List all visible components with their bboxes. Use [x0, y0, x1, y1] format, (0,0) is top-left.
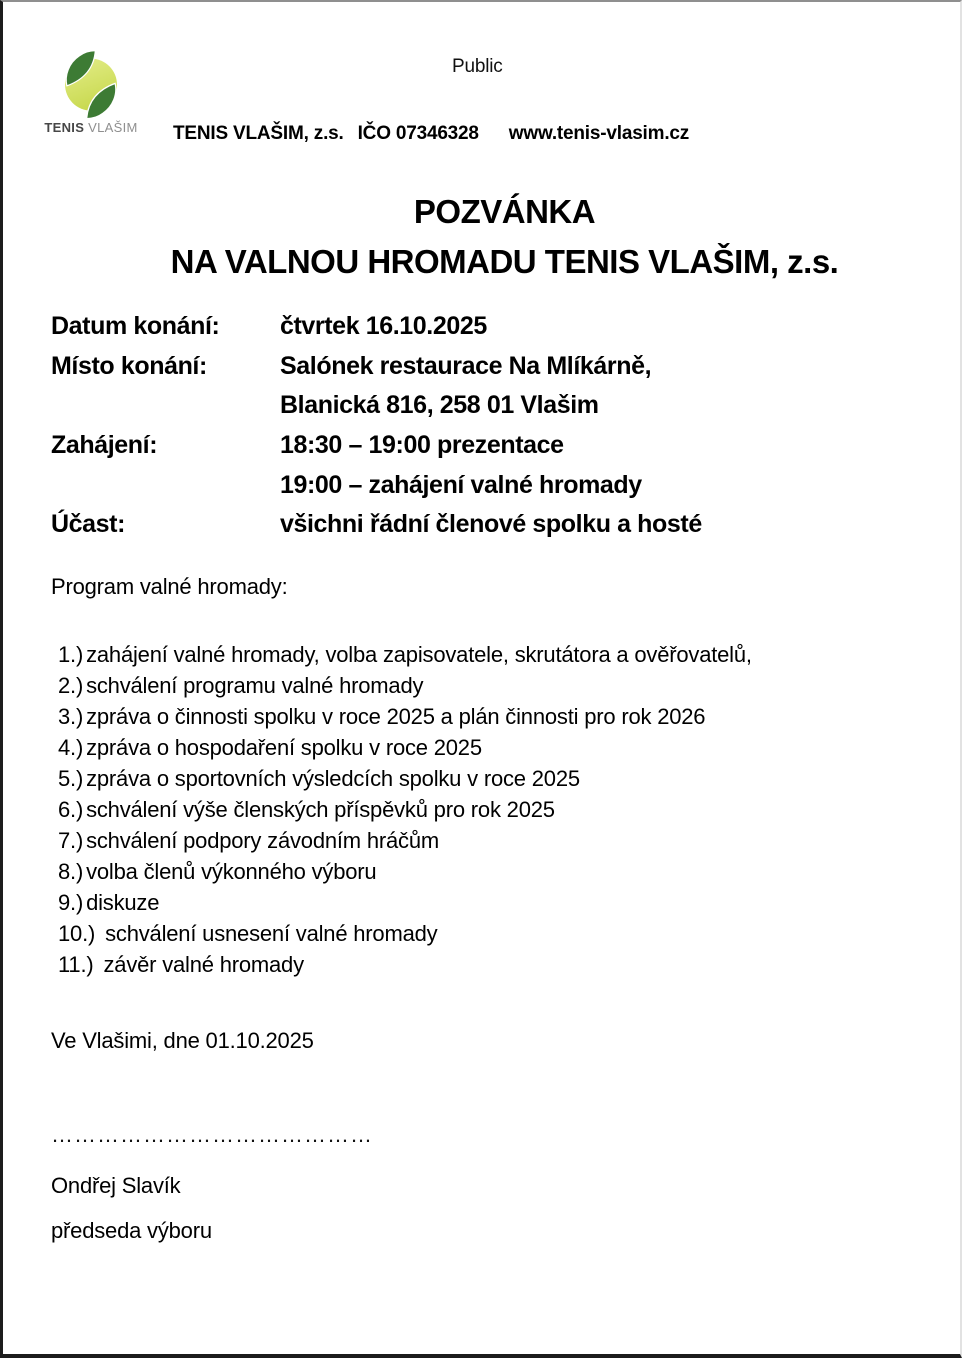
detail-row-attendance — [51, 505, 931, 545]
signer-name: Ondřej Slavík — [51, 1173, 181, 1198]
program-item-4 — [58, 732, 938, 763]
tennis-ball-leaf-icon — [60, 50, 122, 118]
signature-dotted-line: …………………………………… — [51, 1122, 373, 1147]
item-number: 4.) — [58, 735, 84, 760]
program-item-8 — [58, 856, 938, 887]
title-line-1: POZVÁNKA — [413, 193, 596, 230]
item-number: 2.) — [58, 673, 84, 698]
program-item-11 — [58, 949, 938, 980]
detail-value: 18:30 – 19:00 prezentace — [280, 431, 564, 460]
item-number: 6.) — [58, 797, 84, 822]
program-item-10 — [58, 918, 938, 949]
detail-row-start — [51, 426, 931, 466]
detail-label: Datum konání: — [51, 312, 220, 341]
program-item-9 — [58, 887, 938, 918]
item-number: 10.) — [58, 921, 96, 946]
logo-wordmark — [44, 120, 137, 135]
item-text: diskuze — [86, 890, 160, 915]
org-registration-id: IČO 07346328 — [357, 123, 479, 144]
org-header-line — [173, 123, 689, 145]
detail-label: Účast: — [51, 510, 126, 539]
org-website: www.tenis-vlasim.cz — [508, 123, 690, 144]
detail-row-date — [51, 307, 931, 347]
program-heading: Program valné hromady: — [51, 574, 288, 599]
item-number: 9.) — [58, 890, 84, 915]
item-text: schválení programu valné hromady — [86, 673, 424, 698]
logo-word-vlasim: VLAŠIM — [88, 120, 138, 135]
program-item-3 — [58, 701, 938, 732]
item-text: zpráva o hospodaření spolku v roce 2025 — [86, 735, 482, 760]
detail-value: 19:00 – zahájení valné hromady — [280, 470, 642, 499]
program-item-7 — [58, 825, 938, 856]
item-text: zpráva o sportovních výsledcích spolku v roce 2025 — [86, 766, 580, 791]
meeting-details — [51, 307, 931, 545]
item-number: 8.) — [58, 859, 84, 884]
program-list — [58, 639, 938, 980]
item-number: 7.) — [58, 828, 84, 853]
org-name: TENIS VLAŠIM, z.s. — [173, 123, 344, 144]
program-item-6 — [58, 794, 938, 825]
item-text: závěr valné hromady — [103, 952, 304, 977]
item-text: schválení podpory závodním hráčům — [86, 828, 439, 853]
detail-value: Salónek restaurace Na Mlíkárně, — [280, 351, 652, 380]
item-number: 11.) — [58, 952, 94, 977]
classification-label: Public — [452, 56, 503, 77]
detail-row-place-2 — [51, 386, 931, 426]
item-text: zahájení valné hromady, volba zapisovatele, skrutátora a ověřovatelů, — [86, 642, 752, 667]
logo-word-tenis: TENIS — [44, 120, 85, 135]
detail-label: Zahájení: — [51, 431, 158, 460]
program-item-2 — [58, 670, 938, 701]
item-text: zpráva o činnosti spolku v roce 2025 a plán činnosti pro rok 2026 — [86, 704, 706, 729]
document-title — [3, 187, 960, 287]
detail-value: čtvrtek 16.10.2025 — [280, 312, 487, 341]
item-text: schválení výše členských příspěvků pro rok 2025 — [86, 797, 555, 822]
signer-role: předseda výboru — [51, 1218, 212, 1243]
detail-row-start-2 — [51, 465, 931, 505]
club-logo — [44, 50, 138, 135]
program-item-1 — [58, 639, 938, 670]
detail-row-place — [51, 347, 931, 387]
item-text: schválení usnesení valné hromady — [105, 921, 438, 946]
item-text: volba členů výkonného výboru — [86, 859, 377, 884]
detail-label: Místo konání: — [51, 351, 207, 380]
item-number: 1.) — [58, 642, 84, 667]
detail-value: Blanická 816, 258 01 Vlašim — [280, 391, 599, 420]
detail-value: všichni řádní členové spolku a hosté — [280, 510, 702, 539]
program-item-5 — [58, 763, 938, 794]
item-number: 5.) — [58, 766, 84, 791]
place-and-date: Ve Vlašimi, dne 01.10.2025 — [51, 1028, 314, 1053]
item-number: 3.) — [58, 704, 84, 729]
title-line-2: NA VALNOU HROMADU TENIS VLAŠIM, z.s. — [170, 243, 839, 280]
